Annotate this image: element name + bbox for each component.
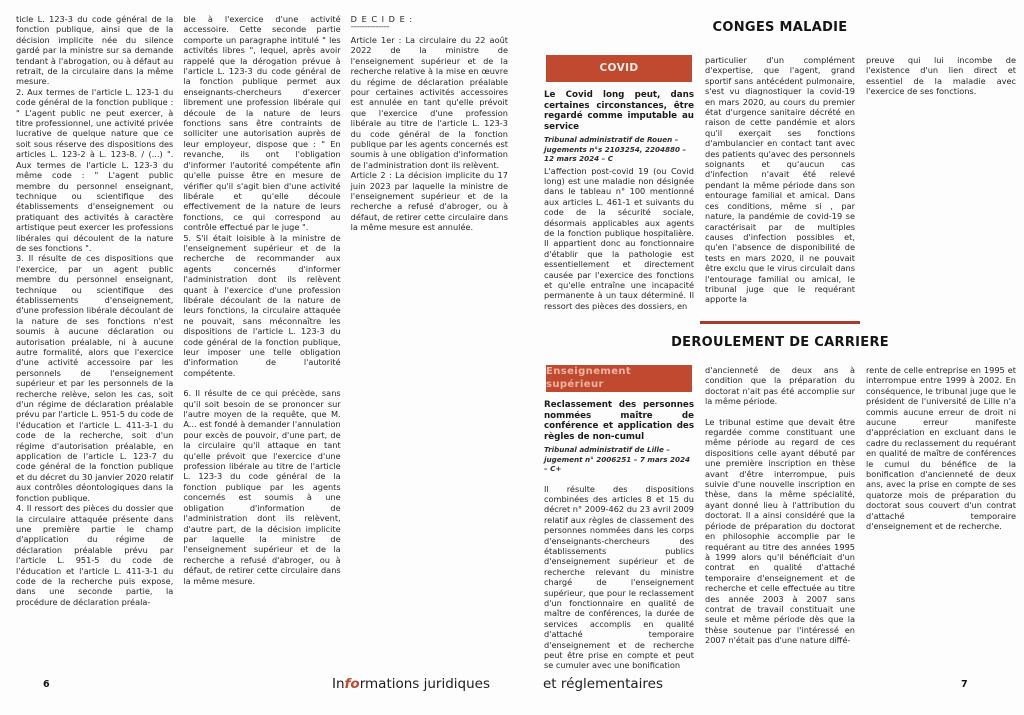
journal-title-post: rmations juridiques: [359, 676, 491, 692]
page-number-right: 7: [961, 679, 968, 690]
text-column-1: [16, 14, 173, 607]
body-paragraph: d'ancienneté de deux ans à condition que la préparation du doctorat n'ait pas été accomplie sur la même période.: [705, 365, 855, 407]
topic-badge-covid: COVID: [546, 55, 692, 82]
body-paragraph: Article 2 : La décision implicite du 17 juin 2023 par laquelle la ministre de l'enseignement supérieur et de la recherche a refusé d'abroger, ou à défaut, de retirer cette circulaire dans la même mesure est annulée.: [350, 170, 508, 233]
text-column-3: [351, 14, 508, 607]
section-divider-rule: [700, 321, 860, 324]
body-paragraph: ble à l'exercice d'une activité accessoire. Cette seconde partie comporte un paragraphe intitulé " les activités libres ", lequel, après avoir rappelé que la dérogation prévue à l'article L. 123-3 du code général de la fonction publique permet aux enseignants-chercheurs d'exercer librement une profession libérale qui découle de la nature de leurs fonctions sans être contraints de solliciter une autorisation auprès de leur employeur, dispose que : " En revanche, ils ont l'obligation d'informer l'autorité compétente afin qu'elle puisse être en mesure de vérifier qu'il s'agit bien d'une activité libérale et qu'elle découle effectivement de la nature de leurs fonctions, ce qui correspond au contrôle effectué par le juge ".: [183, 14, 341, 233]
text-column-8: [705, 365, 855, 671]
deroulement-carriere-columns: [544, 365, 1016, 671]
body-paragraph: particulier d'un complément d'expertise, que l'agent, grand sportif sans antécédent pulmonaire, s'est vu diagnostiquer la covid-19 en mars 2020, au cours du premier état d'urgence sanitaire décrété en raison de cette pandémie et alors qu'il exerçait ses fonctions d'ambulancier en contact tant avec des patients qu'avec des personnels soignants et qu'aucun cas d'infection n'avait été relevé pendant la même période dans son entourage familial et amical. Dans ces conditions, même si , par nature, la pandémie de covid-19 se caractérisait par de multiples causes d'infection possibles et, qu'en l'absence de disponibilité de tests en mars 2020, il ne pouvait être exclu que le virus circulait dans l'entourage familial ou amical, le tribunal juge que le requérant apporte la: [705, 55, 855, 305]
body-paragraph: L'affection post-covid 19 (ou Covid long) est une maladie non désignée dans le tableau n° 100 mentionné aux articles L. 461-1 et suivants du code de la sécurité sociale, désormais applicables aux agents de la fonction publique hospitalière. Il appartient donc au fonctionnaire d'établir que la pathologie est essentiellement et directement causée par l'exercice des fonctions et qu'elle entraîne une incapacité permanente à un taux déterminé. Il ressort des pièces des dossiers, en: [544, 165, 694, 311]
journal-title-left: [332, 676, 490, 692]
journal-title-pre: In: [332, 676, 345, 692]
section-heading-conges-maladie: CONGES MALADIE: [712, 20, 848, 35]
page-right: [544, 12, 1016, 704]
decide-label: D E C I D E :: [350, 14, 414, 24]
court-citation: Tribunal administratif de Lille – jugement n° 2006251 – 7 mars 2024 – C+: [544, 445, 691, 474]
article-title: Le Covid long peut, dans certaines circonstances, être regardé comme imputable au service: [544, 90, 694, 132]
conges-maladie-columns: [544, 55, 1016, 311]
body-paragraph: 5. S'il était loisible à la ministre de l'enseignement supérieur et de la recherche de recommander aux agents concernés d'informer l'administration dont ils relèvent quant à l'exercice d'une profession libérale découlant de la nature de leurs fonctions, la circulaire attaquée ne pouvait, sans méconnaître les dispositions de l'article L. 123-3 du code général de la fonction publique, leur imposer une telle obligation d'information de l'autorité compétente.: [183, 232, 341, 378]
text-column-9: [866, 365, 1016, 671]
page-number-left: 6: [43, 679, 50, 690]
text-column-4: [544, 55, 694, 311]
body-paragraph: 2. Aux termes de l'article L. 123-1 du code général de la fonction publique : " L'agent public ne peut exercer, à titre professionnel, une activité privée lucrative de quelque nature que ce soit sous réserve des dispositions des articles L. 123-2 à L. 123-8. / (...) ". Aux termes de l'article L. 123-3 du même code : " L'agent public membre du personnel enseignant, technique ou scientifique des établissements d'enseignement ou pratiquant des activités à caractère artistique peut exercer les professions libérales qui découlent de la nature de ses fonctions ".: [16, 86, 174, 253]
court-citation: Tribunal administratif de Rouen – jugements n°s 2103254, 2204880 – 12 mars 2024 – C: [544, 135, 687, 164]
body-paragraph: preuve qui lui incombe de l'existence d'un lien direct et essentiel de la maladie avec l'exercice de ses fonctions.: [866, 55, 1016, 97]
text-column-5: [705, 55, 855, 311]
body-paragraph: 3. Il résulte de ces dispositions que l'exercice, par un agent public membre du personnel enseignant, technique ou scientifique des établissements d'enseignement, d'une profession libérale découlant de la nature de ses fonctions n'est soumis à aucune déclaration ou autorisation préalable, ni à aucune autre formalité, alors que l'exercice d'une activité accessoire par les personnels de l'enseignement supérieur et par les personnels de la recherche relève, selon les cas, soit d'un régime de déclaration préalable prévu par l'article L. 951-5 du code de l'éducation et l'article L. 411-3-1 du code de la recherche, soit d'un régime d'autorisation préalable, en application de l'article L. 123-7 du code général de la fonction publique et du décret du 30 janvier 2020 relatif aux contrôles déontologiques dans la fonction publique.: [16, 253, 174, 503]
text-column-7: [544, 365, 694, 671]
body-paragraph: rente de celle entreprise en 1995 et interrompue entre 1999 à 2002. En conséquence, le tribunal juge que le président de l'université de Lille n'a commis aucune erreur de droit ni aucune erreur manifeste d'appréciation en excluant dans le cadre du reclassement du requérant en qualité de maître de conférences le cumul du bénéfice de la bonification d'ancienneté de deux ans, avec la prise en compte de ses quatorze mois de préparation du doctorat sous couvert d'un contrat d'attaché temporaire d'enseignement et de recherche.: [866, 365, 1016, 532]
body-paragraph: 4. Il ressort des pièces du dossier que la circulaire attaquée présente dans une première partie le champ d'application du régime de déclaration préalable prévu par l'article L. 951-5 du code de l'éducation et l'article L. 411-3-1 du code de la recherche puis expose, dans une seconde partie, la procédure de déclaration préala-: [16, 503, 174, 607]
body-paragraph: Il résulte des dispositions combinées des articles 8 et 15 du décret n° 2009-462 du 23 avril 2009 relatif aux règles de classement des personnes nommées dans les corps d'enseignants-chercheurs des établissements publics d'enseignement supérieur et de recherche relevant du ministre chargé de l'enseignement supérieur, que pour le reclassement d'un fonctionnaire en qualité de maître de conférences, la durée de services accomplis en qualité d'attaché temporaire d'enseignement et de recherche peut être prise en compte et peut se cumuler avec une bonification: [544, 483, 694, 671]
journal-title-right: et réglementaires: [543, 676, 663, 692]
text-column-2: [183, 14, 340, 607]
journal-title-accent: fo: [344, 676, 360, 692]
decide-underline: --------------: [350, 22, 390, 33]
body-paragraph: ticle L. 123-3 du code général de la fonction publique, ainsi que de la décision implicite née du silence gardé par la ministre sur sa demande tendant à l'abrogation, ou à défaut au retrait, de la circulaire dans la même mesure.: [16, 14, 174, 87]
body-paragraph: Le tribunal estime que devait être regardée comme constituant une même période au regard de ces dispositions celle ayant débuté par une première inscription en thèse avant d'être interrompue, puis suivie d'une nouvelle inscription en thèse, dans la même spécialité, ayant donné lieu à l'attribution du doctorat. Il a ainsi considéré que la période de préparation du doctorat en philosophie accomplie par le requérant au titre des années 1995 à 1999 alors qu'il bénéficiait d'un contrat en qualité d'attaché temporaire d'enseignement et de recherche et celle effectuée au titre des année 2003 à 2007 sans contrat de travail constituait une seule et même période dès que la thèse soutenue par l'intéressé en 2007 n'était pas d'une nature diffé-: [705, 416, 855, 646]
page-left: [16, 14, 508, 607]
body-paragraph: Article 1er : La circulaire du 22 août 2022 de la ministre de l'enseignement supérieur et de la recherche relative à la mise en œuvre du régime de déclaration préalable pour certaines activités accessoires est annulée en tant qu'elle prévoit que l'exercice d'une profession libérale au titre de l'article L. 123-3 du code général de la fonction publique par les agents concernés est soumis à une obligation d'information de l'administration dont ils relèvent.: [350, 34, 508, 170]
topic-badge-enseignement-superieur: Enseignement supérieur: [546, 365, 692, 392]
text-column-6: [866, 55, 1016, 311]
article-title: Reclassement des personnes nommées maître de conférence et application des règles de non-cumul: [544, 400, 694, 442]
body-paragraph: 6. Il résulte de ce qui précède, sans qu'il soit besoin de se prononcer sur l'autre moyen de la requête, que M. A... est fondé à demander l'annulation pour excès de pouvoir, d'une part, de la circulaire qu'il attaque en tant qu'elle prévoit que l'exercice d'une profession libérale au titre de l'article L. 123-3 du code général de la fonction publique par les agents concernés est soumis à une obligation d'information de l'administration dont ils relèvent, d'autre part, de la décision implicite par laquelle la ministre de l'enseignement supérieur et de la recherche a refusé d'abroger, ou à défaut, de retirer cette circulaire dans la même mesure.: [183, 388, 341, 586]
section-heading-deroulement-de-carriere: DEROULEMENT DE CARRIERE: [671, 335, 889, 350]
left-page-columns: [16, 14, 508, 607]
